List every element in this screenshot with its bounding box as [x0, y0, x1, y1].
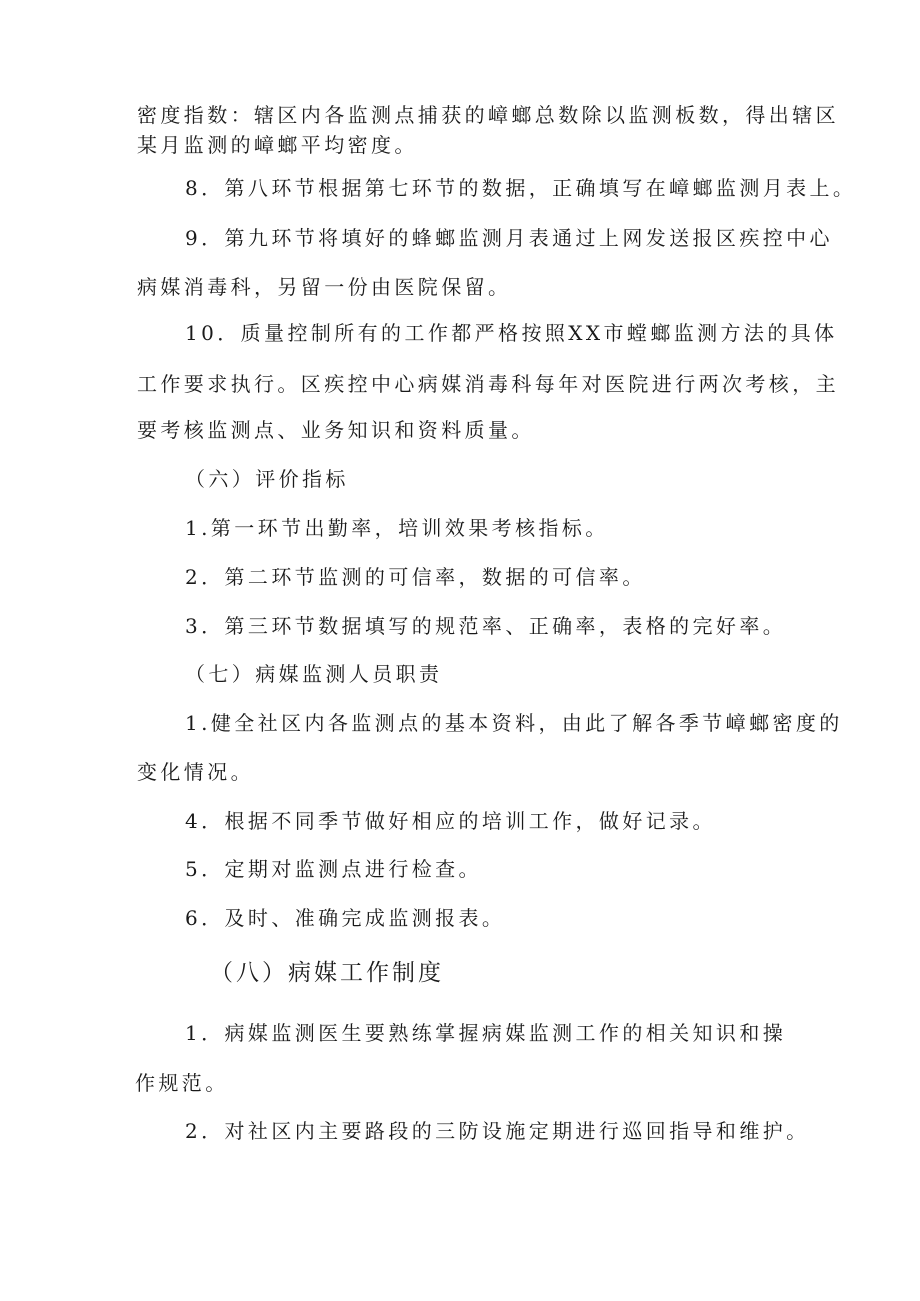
text-line: 密度指数：辖区内各监测点捕获的嶂螂总数除以监测板数，得出辖区 [137, 103, 839, 127]
text-line: 2．对社区内主要路段的三防设施定期进行巡回指导和维护。 [185, 1119, 810, 1143]
text-line: 1．病媒监测医生要熟练掌握病媒监测工作的相关知识和操 [185, 1021, 787, 1045]
text-line: 病媒消毒科，另留一份由医院保留。 [137, 275, 512, 299]
text-line: 8．第八环节根据第七环节的数据，正确填写在嶂螂监测月表上。 [185, 176, 857, 200]
text-line: 1.健全社区内各监测点的基本资料，由此了解各季节嶂螂密度的 [185, 711, 843, 735]
text-line: 作规范。 [135, 1071, 229, 1095]
text-line: 4．根据不同季节做好相应的培训工作，做好记录。 [185, 809, 716, 833]
text-line: 某月监测的嶂螂平均密度。 [137, 133, 418, 157]
text-line: 工作要求执行。区疾控中心病媒消毒科每年对医院进行两次考核，主 [137, 372, 839, 396]
text-line: 2．第二环节监测的可信率，数据的可信率。 [185, 565, 646, 589]
text-line: 3．第三环节数据填写的规范率、正确率，表格的完好率。 [185, 614, 787, 638]
text-line: 10．质量控制所有的工作都严格按照XX市螳螂监测方法的具体 [185, 321, 838, 345]
text-line: 变化情况。 [137, 760, 254, 784]
text-line: 5．定期对监测点进行检查。 [185, 857, 482, 881]
section-heading-8: （八）病媒工作制度 [210, 960, 444, 986]
section-heading-7: （七）病媒监测人员职责 [185, 662, 443, 686]
text-line: 9．第九环节将填好的蜂螂监测月表通过上网发送报区疾控中心 [185, 226, 833, 250]
text-line: 要考核监测点、业务知识和资料质量。 [137, 418, 535, 442]
section-heading-6: （六）评价指标 [185, 467, 349, 491]
text-line: 6．及时、准确完成监测报表。 [185, 906, 506, 930]
text-line: 1.第一环节出勤率，培训效果考核指标。 [185, 516, 609, 540]
